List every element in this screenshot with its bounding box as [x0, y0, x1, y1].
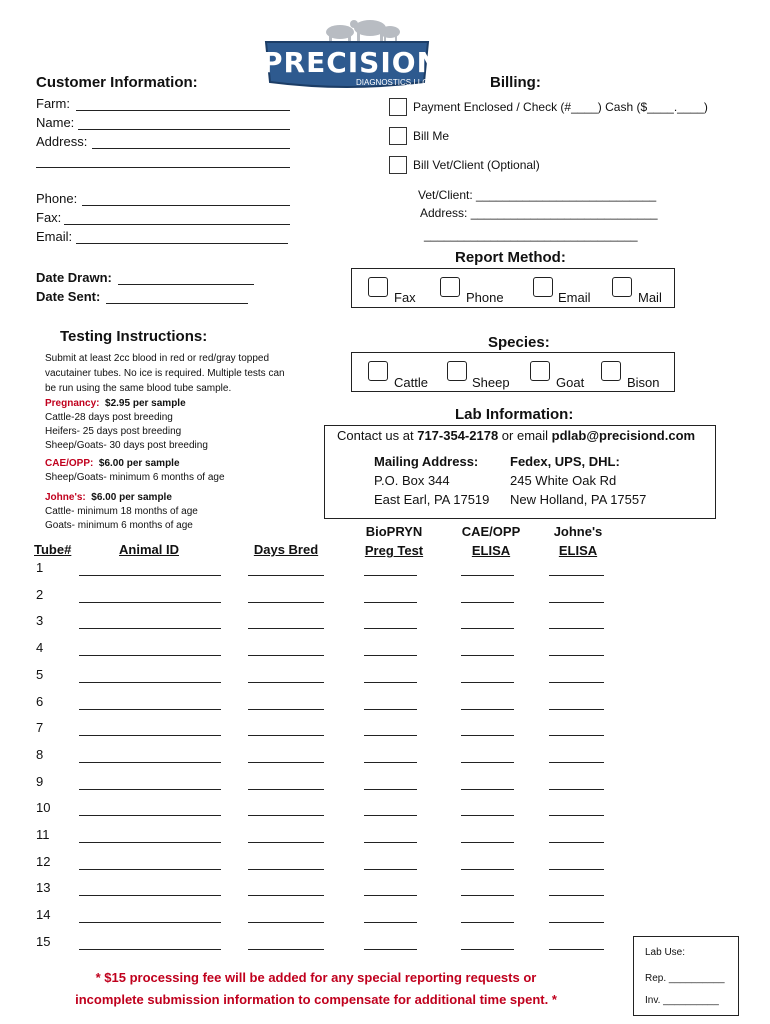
name-field[interactable]	[36, 115, 74, 130]
name-label: Name:	[36, 115, 75, 130]
mailing-address-line-1: P.O. Box 344	[374, 473, 450, 488]
date-sent-label: Date Sent:	[36, 289, 101, 304]
pregnancy-section	[45, 397, 208, 453]
col-tube-label: Tube#	[34, 542, 72, 557]
testing-heading: Testing Instructions:	[60, 328, 208, 345]
customer-heading: Customer Information:	[36, 74, 198, 91]
animal-id-field[interactable]	[79, 841, 221, 843]
species-cattle-checkbox[interactable]	[368, 361, 388, 381]
shipping-address	[510, 452, 646, 509]
days-bred-field[interactable]	[248, 841, 324, 843]
days-bred-field[interactable]	[248, 868, 324, 870]
bioprym-field[interactable]	[364, 814, 417, 816]
report-fax-label: Fax	[394, 290, 416, 305]
email-label: Email:	[36, 229, 73, 244]
animal-id-field[interactable]	[79, 894, 221, 896]
animal-id-field[interactable]	[79, 708, 221, 710]
address-line-2[interactable]	[36, 166, 290, 168]
days-bred-field[interactable]	[248, 788, 324, 790]
report-phone-label: Phone	[466, 290, 504, 305]
tube-number: 3	[36, 613, 44, 629]
cae-elisa-field[interactable]	[461, 788, 514, 790]
bioprym-field[interactable]	[364, 708, 417, 710]
johnes-section	[45, 491, 198, 533]
tube-number: 10	[36, 800, 51, 816]
payment-enclosed-label: Payment Enclosed / Check (#____) Cash ($____.____)	[413, 100, 708, 114]
cae-elisa-field[interactable]	[461, 761, 514, 763]
testing-intro-line-3: be run using the same blood tube sample.	[45, 383, 232, 394]
col-bio-line-1: BioPRYN	[365, 524, 423, 539]
johnes-elisa-field[interactable]	[549, 921, 604, 923]
phone-field[interactable]	[36, 191, 77, 206]
tube-number: 7	[36, 720, 44, 736]
date-drawn-field[interactable]	[36, 270, 112, 285]
bioprym-field[interactable]	[364, 788, 417, 790]
mailing-address-line-2: East Earl, PA 17519	[374, 492, 490, 507]
animal-id-field[interactable]	[79, 627, 221, 629]
col-cae-header	[452, 522, 530, 560]
species-cattle-label: Cattle	[394, 375, 428, 390]
tube-number: 14	[36, 907, 51, 923]
days-bred-field[interactable]	[248, 574, 324, 576]
species-sheep-checkbox[interactable]	[447, 361, 467, 381]
johnes-price: $6.00 per sample	[91, 492, 172, 503]
species-goat-checkbox[interactable]	[530, 361, 550, 381]
address-field[interactable]	[36, 134, 87, 149]
shipping-address-line-1: 245 White Oak Rd	[510, 473, 617, 488]
email-field[interactable]	[36, 229, 72, 244]
animal-id-field[interactable]	[79, 868, 221, 870]
phone-label: Phone:	[36, 191, 78, 206]
lab-heading: Lab Information:	[455, 406, 574, 423]
animal-id-field[interactable]	[79, 681, 221, 683]
johnes-elisa-field[interactable]	[549, 894, 604, 896]
payment-enclosed-checkbox[interactable]	[389, 98, 407, 116]
bioprym-field[interactable]	[364, 868, 417, 870]
johnes-elisa-field[interactable]	[549, 601, 604, 603]
pregnancy-price: $2.95 per sample	[105, 398, 186, 409]
tube-number: 11	[36, 827, 50, 842]
bioprym-field[interactable]	[364, 627, 417, 629]
animal-id-field[interactable]	[79, 601, 221, 603]
tube-number: 5	[36, 666, 44, 682]
animal-id-field[interactable]	[79, 948, 221, 950]
col-bio-line-2: Preg Test	[364, 543, 424, 558]
days-bred-field[interactable]	[248, 761, 324, 763]
pregnancy-line-1: Cattle-28 days post breeding	[45, 412, 173, 423]
cae-elisa-field[interactable]	[461, 868, 514, 870]
animal-id-field[interactable]	[79, 574, 221, 576]
bill-me-checkbox[interactable]	[389, 127, 407, 145]
days-bred-field[interactable]	[248, 894, 324, 896]
lab-email[interactable]: pdlab@precisiond.com	[551, 428, 696, 443]
cae-elisa-field[interactable]	[461, 734, 514, 736]
cae-elisa-field[interactable]	[461, 948, 514, 950]
footer-note	[56, 967, 576, 1011]
footer-line-1: * $15 processing fee will be added for any special reporting requests or	[95, 970, 537, 985]
bioprym-field[interactable]	[364, 734, 417, 736]
lab-contact-prefix: Contact us at	[337, 428, 418, 443]
bill-me-label: Bill Me	[413, 129, 450, 143]
bioprym-field[interactable]	[364, 841, 417, 843]
bioprym-field[interactable]	[364, 948, 417, 950]
days-bred-field[interactable]	[248, 654, 324, 656]
lab-phone[interactable]: 717-354-2178	[417, 428, 499, 443]
tube-number: 15	[36, 933, 51, 949]
johnes-elisa-field[interactable]	[549, 681, 604, 683]
johnes-elisa-field[interactable]	[549, 788, 604, 790]
vet-address-field[interactable]: Address: ____________________________	[420, 206, 658, 220]
date-drawn-label: Date Drawn:	[36, 270, 112, 285]
col-animal-header	[78, 542, 220, 557]
johnes-elisa-field[interactable]	[549, 814, 604, 816]
logo-brand: PRECISION	[262, 46, 441, 79]
col-cae-line-1: CAE/OPP	[461, 524, 521, 539]
bioprym-field[interactable]	[364, 654, 417, 656]
johnes-elisa-field[interactable]	[549, 734, 604, 736]
cae-line-1: Sheep/Goats- minimum 6 months of age	[45, 472, 225, 483]
johnes-elisa-field[interactable]	[549, 868, 604, 870]
cae-elisa-field[interactable]	[461, 814, 514, 816]
johnes-elisa-field[interactable]	[549, 627, 604, 629]
days-bred-field[interactable]	[248, 627, 324, 629]
species-bison-checkbox[interactable]	[601, 361, 621, 381]
tube-number: 4	[36, 640, 44, 656]
bioprym-field[interactable]	[364, 761, 417, 763]
johnes-elisa-field[interactable]	[549, 841, 604, 843]
days-bred-field[interactable]	[248, 921, 324, 923]
animal-id-field[interactable]	[79, 654, 221, 656]
days-bred-field[interactable]	[248, 681, 324, 683]
address-label: Address:	[36, 134, 88, 149]
lab-use-box	[633, 936, 739, 1016]
animal-id-field[interactable]	[79, 814, 221, 816]
billing-heading: Billing:	[490, 74, 541, 91]
report-mail-checkbox[interactable]	[612, 277, 632, 297]
lab-use-title: Lab Use:	[645, 947, 686, 958]
johnes-elisa-field[interactable]	[549, 708, 604, 710]
cae-elisa-field[interactable]	[461, 601, 514, 603]
farm-field[interactable]	[36, 96, 70, 111]
johnes-line-2: Goats- minimum 6 months of age	[45, 520, 193, 531]
col-cae-line-2: ELISA	[471, 543, 511, 558]
cae-section	[45, 457, 225, 485]
col-days-header	[248, 542, 324, 557]
logo	[262, 12, 441, 92]
cae-elisa-field[interactable]	[461, 627, 514, 629]
col-bioprym-header	[356, 522, 432, 560]
col-johnes-header	[540, 522, 616, 560]
pregnancy-line-3: Sheep/Goats- 30 days post breeding	[45, 440, 208, 451]
species-goat-label: Goat	[556, 375, 585, 390]
cae-elisa-field[interactable]	[461, 681, 514, 683]
johnes-elisa-field[interactable]	[549, 761, 604, 763]
fax-label: Fax:	[36, 210, 62, 225]
days-bred-field[interactable]	[248, 708, 324, 710]
species-sheep-label: Sheep	[472, 375, 510, 390]
report-heading: Report Method:	[455, 249, 566, 266]
johnes-line-1: Cattle- minimum 18 months of age	[45, 506, 198, 517]
col-animal-label: Animal ID	[119, 542, 179, 557]
cae-elisa-field[interactable]	[461, 654, 514, 656]
cae-elisa-field[interactable]	[461, 708, 514, 710]
animal-id-field[interactable]	[79, 761, 221, 763]
days-bred-field[interactable]	[248, 734, 324, 736]
footer-line-2: incomplete submission information to compensate for additional time spent. *	[75, 992, 557, 1007]
lab-contact-mid: or email	[498, 428, 552, 443]
vet-client-field[interactable]: Vet/Client: ___________________________	[418, 188, 657, 202]
species-heading: Species:	[488, 334, 550, 351]
cae-elisa-field[interactable]	[461, 574, 514, 576]
col-days-label: Days Bred	[253, 542, 319, 557]
tube-number: 8	[36, 746, 44, 762]
cae-elisa-field[interactable]	[461, 921, 514, 923]
tube-number: 9	[36, 773, 44, 789]
johnes-label: Johne's:	[45, 492, 86, 503]
bioprym-field[interactable]	[364, 894, 417, 896]
testing-intro-line-1: Submit at least 2cc blood in red or red/gray topped	[45, 353, 270, 364]
tube-number: 1	[36, 560, 44, 575]
report-mail-label: Mail	[638, 290, 662, 305]
testing-intro-line-2: vacutainer tubes. No ice is required. Multiple tests can	[45, 368, 285, 379]
report-fax-checkbox[interactable]	[368, 277, 388, 297]
days-bred-field[interactable]	[248, 948, 324, 950]
pregnancy-line-2: Heifers- 25 days post breeding	[45, 426, 182, 437]
cae-price: $6.00 per sample	[98, 458, 180, 469]
animal-id-field[interactable]	[79, 921, 221, 923]
lab-contact	[337, 428, 695, 443]
bioprym-field[interactable]	[364, 921, 417, 923]
animal-id-field[interactable]	[79, 788, 221, 790]
col-tube-header	[34, 542, 71, 557]
johnes-elisa-field[interactable]	[549, 948, 604, 950]
bill-vet-label: Bill Vet/Client (Optional)	[413, 158, 540, 172]
lab-use-inv[interactable]: Inv. __________	[645, 995, 719, 1006]
shipping-address-line-2: New Holland, PA 17557	[510, 492, 647, 507]
bioprym-field[interactable]	[364, 574, 417, 576]
animal-id-field[interactable]	[79, 734, 221, 736]
bioprym-field[interactable]	[364, 601, 417, 603]
pregnancy-label: Pregnancy:	[45, 398, 100, 409]
species-bison-label: Bison	[627, 375, 660, 390]
farm-label: Farm:	[36, 96, 70, 111]
testing-intro	[45, 351, 285, 396]
date-sent-field[interactable]	[36, 289, 100, 304]
tube-number: 6	[36, 693, 44, 709]
days-bred-field[interactable]	[248, 601, 324, 603]
mailing-address	[374, 452, 489, 509]
lab-use-rep[interactable]: Rep. __________	[645, 973, 725, 984]
vet-address-line-2[interactable]: ________________________________	[424, 228, 638, 242]
tube-number: 12	[36, 853, 51, 869]
cae-elisa-field[interactable]	[461, 841, 514, 843]
col-johnes-line-1: Johne's	[553, 524, 603, 539]
tube-number: 13	[36, 880, 51, 896]
bioprym-field[interactable]	[364, 681, 417, 683]
johnes-elisa-field[interactable]	[549, 574, 604, 576]
fax-field[interactable]	[36, 210, 61, 225]
days-bred-field[interactable]	[248, 814, 324, 816]
col-johnes-line-2: ELISA	[558, 543, 598, 558]
bill-vet-checkbox[interactable]	[389, 156, 407, 174]
report-phone-checkbox[interactable]	[440, 277, 460, 297]
johnes-elisa-field[interactable]	[549, 654, 604, 656]
report-email-checkbox[interactable]	[533, 277, 553, 297]
mailing-address-heading: Mailing Address:	[374, 454, 479, 469]
logo-sub: DIAGNOSTICS LLC	[355, 78, 428, 87]
cae-elisa-field[interactable]	[461, 894, 514, 896]
shipping-address-heading: Fedex, UPS, DHL:	[510, 454, 620, 469]
report-email-label: Email	[558, 290, 591, 305]
tube-number: 2	[36, 586, 44, 602]
cae-label: CAE/OPP:	[45, 458, 94, 469]
